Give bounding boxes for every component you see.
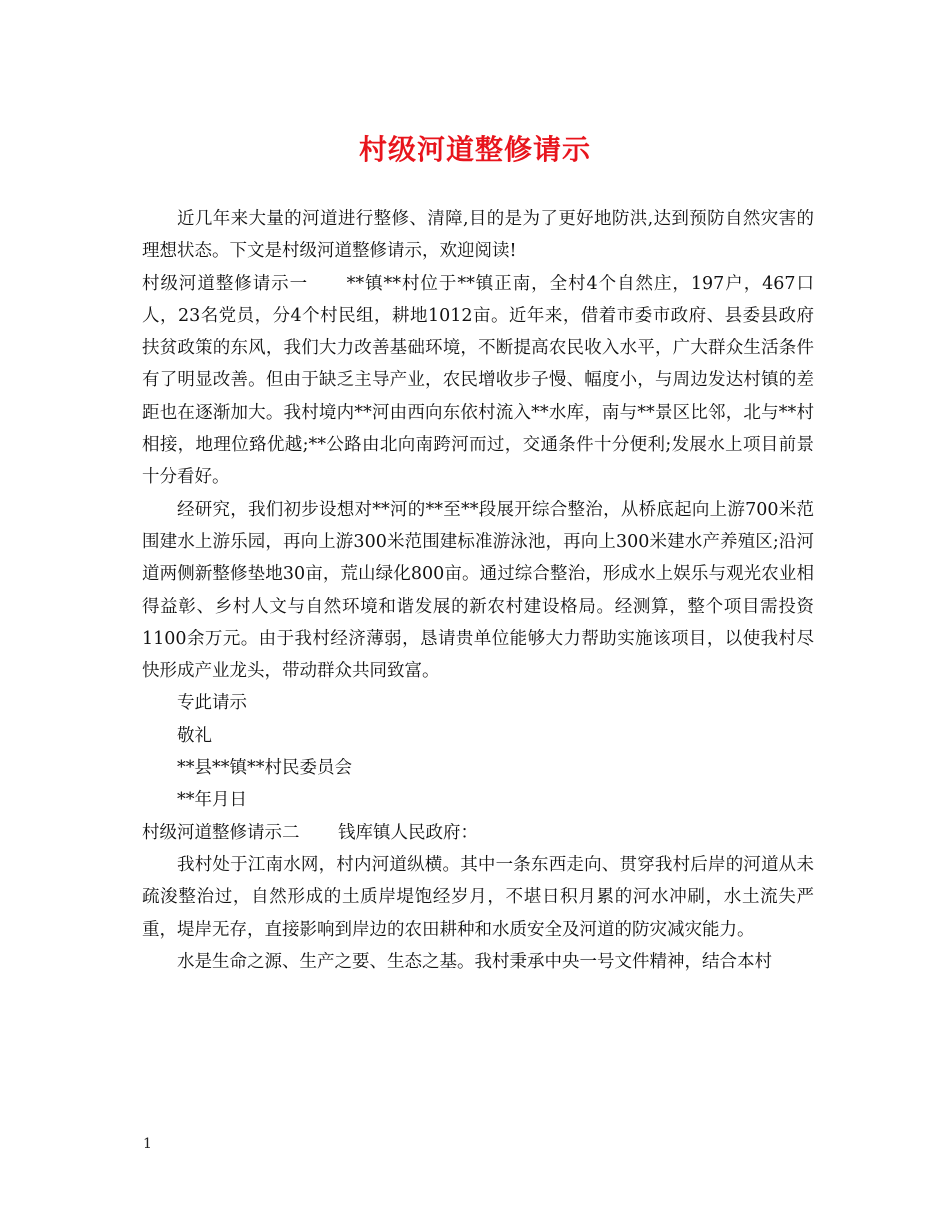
section1-second-paragraph: 经研究，我们初步设想对**河的**至**段展开综合整治，从桥底起向上游700米范围建水上游乐园，再向上游300米范围建标准游泳池，再向上300米建水产养殖区;沿河道两侧新整修垫地30亩，荒山绿化800亩。通过综合整治，形成水上娱乐与观光农业相得益彰、乡村人文与自然环境和谐发展的新农村建设格局。经测算，整个项目需投资1100余万元。由于我村经济薄弱，恳请贵单位能够大力帮助实施该项目，以使我村尽快形成产业龙头，带动群众共同致富。 xyxy=(142,499,814,682)
section2-second-paragraph: 水是生命之源、生产之要、生态之基。我村秉承中央一号文件精神，结合本村 xyxy=(177,951,772,972)
section1-heading: 村级河道整修请示一 xyxy=(142,273,309,294)
intro-paragraph: 近几年来大量的河道进行整修、清障,目的是为了更好地防洪,达到预防自然灾害的理想状态。下文是村级河道整修请示，欢迎阅读! xyxy=(142,209,814,262)
section2-heading-line xyxy=(142,817,814,849)
salutation: 敬礼 xyxy=(177,725,212,746)
document-body xyxy=(142,203,814,978)
section1-first-text: **镇**村位于**镇正南，全村4个自然庄，197户，467口人，23名党员，分4个村民组，耕地1012亩。近年来，借着市委市政府、县委县政府扶贫政策的东风，我们大力改善基础环境，不断提高农民收入水平，广大群众生活条件有了明显改善。但由于缺乏主导产业，农民增收步子慢、幅度小，与周边发达村镇的差距也在逐渐加大。我村境内**河由西向东依村流入**水库，南与**景区比邻，北与**村相接，地理位臵优越;**公路由北向南跨河而过，交通条件十分便利;发展水上项目前景十分看好。 xyxy=(142,273,815,488)
section1-first-paragraph xyxy=(142,268,814,494)
section2-first-paragraph: 我村处于江南水网，村内河道纵横。其中一条东西走向、贯穿我村后岸的河道从未疏浚整治过，自然形成的土质岸堤饱经岁月，不堪日积月累的河水冲刷，水土流失严重，堤岸无存，直接影响到岸边的农田耕种和水质安全及河道的防灾减灾能力。 xyxy=(142,854,814,940)
section2-addressee: 钱库镇人民政府： xyxy=(338,822,478,843)
date-line: **年月日 xyxy=(177,790,247,811)
closing-request: 专此请示 xyxy=(177,693,247,714)
section2-heading: 村级河道整修请示二 xyxy=(142,822,300,843)
document-title: 村级河道整修请示 xyxy=(358,133,591,166)
page-number: 1 xyxy=(143,1136,152,1152)
signature: **县**镇**村民委员会 xyxy=(177,758,352,779)
